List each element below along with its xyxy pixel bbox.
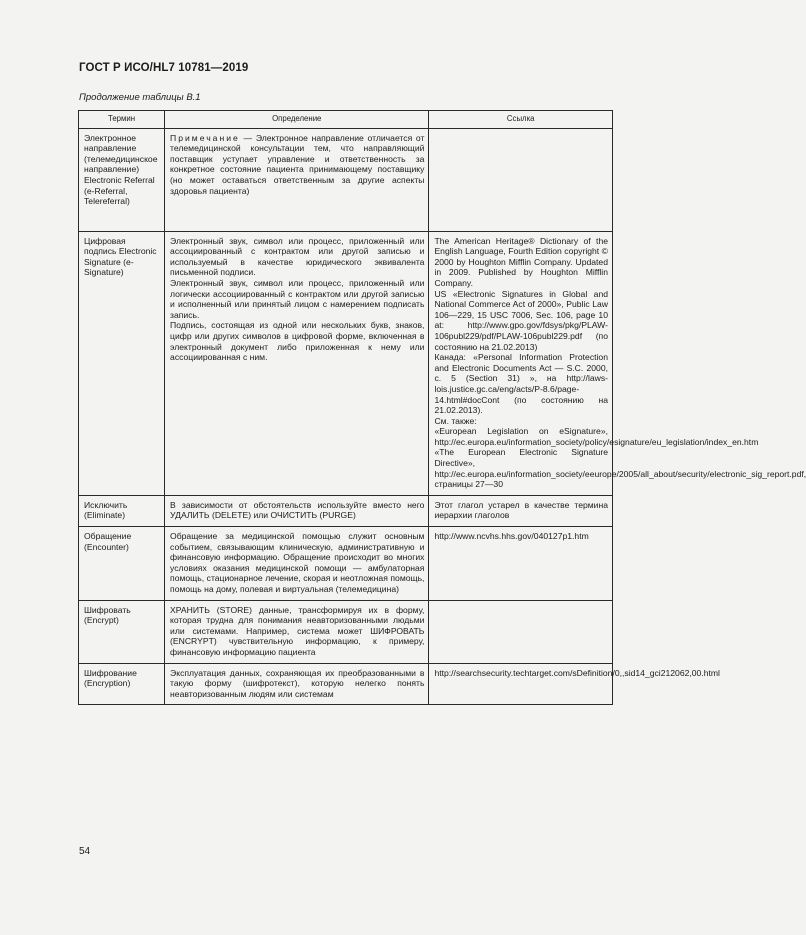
definition-paragraph: Подпись, состоящая из одной или нескольких букв, знаков, цифр или других символов в цифровой форме, включенная в электронный документ либо приложенная к нему или ассоциированная с ним. <box>170 320 425 363</box>
reference-cell <box>429 495 613 526</box>
definition-cell <box>165 495 429 526</box>
reference-paragraph: http://www.ncvhs.hhs.gov/040127p1.htm <box>434 531 589 542</box>
definition-cell <box>165 663 429 705</box>
definition-cell <box>165 231 429 495</box>
definition-paragraph: Электронный звук, символ или процесс, приложенный или логически ассоциированный с контрактом или другой записью и исполненный или принятый лицом с намерением подписать запись. <box>170 277 425 320</box>
reference-cell <box>429 128 613 231</box>
reference-cell <box>429 527 613 601</box>
term-cell: Обращение (Encounter) <box>79 527 165 601</box>
terms-table <box>78 110 806 705</box>
definition-paragraph: ХРАНИТЬ (STORE) данные, трансформируя их в форму, которая трудна для понимания неавторизованными людьми или системами. Например, система может ШИФРОВАТЬ (ENCRYPT) чувствительную информацию, к примеру, финансовую информацию пациента <box>170 604 425 657</box>
note-label: Примечание <box>170 132 240 143</box>
term-cell: Цифровая подпись Electronic Signature (e-Signature) <box>79 231 165 495</box>
table-row <box>79 128 613 231</box>
definition-paragraph: Электронный звук, символ или процесс, приложенный или ассоциированный с контрактом или другой записью и используемый в качестве юридического эквивалента письменной подписи. <box>170 235 425 278</box>
table-row <box>79 527 613 601</box>
definition-paragraph: Эксплуатация данных, сохраняющая их преобразованными в такую форму (шифротекст), которую нелегко понять неавторизованным людям или системам <box>170 667 425 699</box>
table-row <box>79 600 613 663</box>
term-cell: Шифровать (Encrypt) <box>79 600 165 663</box>
table-caption: Продолжение таблицы В.1 <box>79 92 201 103</box>
reference-cell <box>429 600 613 663</box>
reference-paragraph: The American Heritage® Dictionary of the English Language, Fourth Edition copyright © 2000 by Houghton Mifflin Company. Updated in 2009. Published by Houghton Mifflin Company. <box>434 235 608 288</box>
table-row <box>79 663 613 705</box>
reference-paragraph: US «Electronic Signatures in Global and National Commerce Act of 2000», Public Law 106—229, 15 USC 7006, Sec. 106, page 10 at: http://www.gpo.gov/fdsys/pkg/PLAW-106publ229/pdf/PLAW-106publ229.pdf (по состоянию на 21.02.2013) <box>434 288 608 352</box>
reference-paragraph: См. также: <box>434 415 477 426</box>
table-header-row <box>79 111 613 129</box>
column-header-definition: Определение <box>165 111 429 129</box>
reference-cell <box>429 663 720 705</box>
reference-paragraph: «European Legislation on eSignature», http://ec.europa.eu/information_society/policy/esignature/eu_legislation/index_en.htm <box>434 426 759 447</box>
reference-paragraph: «The European Electronic Signature Directive», http://ec.europa.eu/information_society/eeurope/2005/all_about/security/electronic_sig_report.pdf, страницы 27—30 <box>434 447 806 490</box>
definition-paragraph: Обращение за медицинской помощью служит основным событием, связывающим клиническую, административную и финансовую информацию. Обращение происходит во многих условиях оказания медицинской помощи — амбулаторная помощь, стационарное лечение, скорая и неотложная помощь, помощь на дому, полевая и виртуальная (телемедицина) <box>170 531 425 594</box>
page-number: 54 <box>79 846 91 857</box>
table-row <box>79 495 613 526</box>
reference-paragraph: Этот глагол устарел в качестве термина иерархии глаголов <box>434 499 608 521</box>
definition-paragraph: — Электронное направление отличается от телемедицинской консультации тем, что направляющий поставщик уступает управление и ответственность за конкретное состояние пациента принимающему поставщику (но может оставаться ответственным за другие аспекты здоровья пациента) <box>170 132 425 196</box>
reference-paragraph: http://searchsecurity.techtarget.com/sDefinition/0,,sid14_gci212062,00.html <box>434 667 720 678</box>
term-cell: Шифрование (Encryption) <box>79 663 165 705</box>
definition-paragraph: В зависимости от обстоятельств используйте вместо него УДАЛИТЬ (DELETE) или ОЧИСТИТЬ (PURGE) <box>170 499 425 521</box>
term-cell: Электронное направление (телемедицинское направление) Electronic Referral (e-Referral, Telereferral) <box>79 128 165 231</box>
document-header: ГОСТ Р ИСО/HL7 10781—2019 <box>79 62 249 74</box>
definition-cell <box>165 128 429 231</box>
term-cell: Исключить (Eliminate) <box>79 495 165 526</box>
definition-cell <box>165 600 429 663</box>
reference-cell <box>429 231 806 495</box>
table-row <box>79 231 613 495</box>
column-header-term: Термин <box>79 111 165 129</box>
reference-paragraph: Канада: «Personal Information Protection and Electronic Documents Act — S.C. 2000, c. 5 (Section 31) », на http://laws-lois.justice.gc.ca/eng/acts/P-8.6/page-14.html#docCont (по состоянию на 21.02.2013). <box>434 352 608 416</box>
column-header-reference: Ссылка <box>429 111 613 129</box>
definition-cell <box>165 527 429 601</box>
